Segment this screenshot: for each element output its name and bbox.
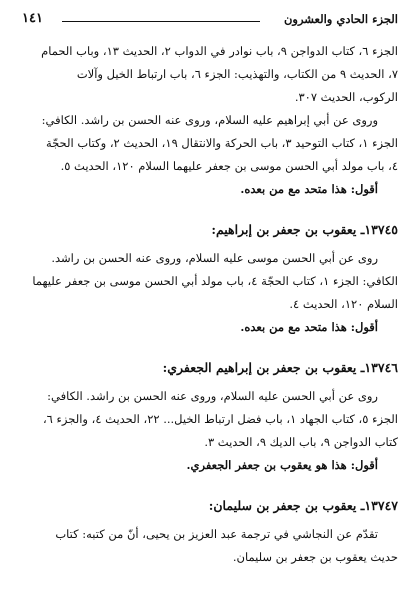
- note-label: أقول:: [350, 458, 378, 472]
- text-line: الجزء ١، كتاب التوحيد ٣، باب الحركة والانتقال ١٩، الحديث ٢، وكتاب الحجّة: [45, 136, 398, 150]
- entry-title: ١٣٧٤٧ـ يعقوب بن جعفر بن سليمان:: [208, 498, 398, 513]
- text-line: ٧، الحديث ٩ من الكتاب، والتهذيب: الجزء ٦، باب ارتباط الخيل وآلات: [76, 67, 398, 81]
- note-label: أقول:: [350, 182, 378, 196]
- running-title: الجزء الحادي والعشرون: [283, 12, 398, 26]
- note-label: أقول:: [350, 320, 378, 334]
- text-line: تقدّم عن النجاشي في ترجمة عبد العزيز بن يحيى، أنّ من كتبه: كتاب: [55, 527, 378, 541]
- text-line: ٤، باب مولد أبي الحسن موسى بن جعفر عليهما السلام ١٢٠، الحديث ٥.: [60, 159, 398, 173]
- note-text: هذا متحد مع من بعده.: [240, 182, 351, 196]
- text-line: الجزء ٦، كتاب الدواجن ٩، باب نوادر في الدواب ٢، الحديث ١٣، وباب الحمام: [41, 44, 398, 58]
- page-number: ١٤١: [22, 11, 43, 26]
- text-line: روى عن أبي الحسن عليه السلام، وروى عنه الحسن بن راشد. الكافي:: [47, 389, 378, 403]
- text-line: الجزء ٥، كتاب الجهاد ١، باب فضل ارتباط الخيل... ٢٢، الحديث ٤، والجزء ٦،: [42, 412, 398, 426]
- header-rule: [62, 21, 260, 22]
- note-text: هذا هو يعقوب بن جعفر الجعفري.: [186, 458, 351, 472]
- entry-title: ١٣٧٤٦ـ يعقوب بن جعفر بن إبراهيم الجعفري:: [162, 360, 398, 375]
- entry-title: ١٣٧٤٥ـ يعقوب بن جعفر بن إبراهيم:: [211, 222, 398, 237]
- text-line: حديث يعقوب بن جعفر بن سليمان.: [232, 550, 398, 564]
- note: [20, 178, 398, 201]
- text-line: الركوب، الحديث ٣٠٧.: [294, 90, 398, 104]
- text-line: روى عن أبي الحسن موسى عليه السلام، وروى عنه الحسن بن راشد.: [51, 251, 378, 265]
- text-line: وروى عن أبي إبراهيم عليه السلام، وروى عنه الحسن بن راشد. الكافي:: [41, 113, 378, 127]
- page-body: [20, 40, 398, 569]
- note-text: هذا متحد مع من بعده.: [240, 320, 351, 334]
- text-line: كتاب الدواجن ٩، باب الديك ٩، الحديث ٣.: [204, 435, 398, 449]
- note: [20, 316, 398, 339]
- page-header: [22, 12, 398, 30]
- note: [20, 454, 398, 477]
- text-line: السلام ١٢٠، الحديث ٤.: [289, 297, 398, 311]
- text-line: الكافي: الجزء ١، كتاب الحجّة ٤، باب مولد أبي الحسن موسى بن جعفر عليهما: [32, 274, 398, 288]
